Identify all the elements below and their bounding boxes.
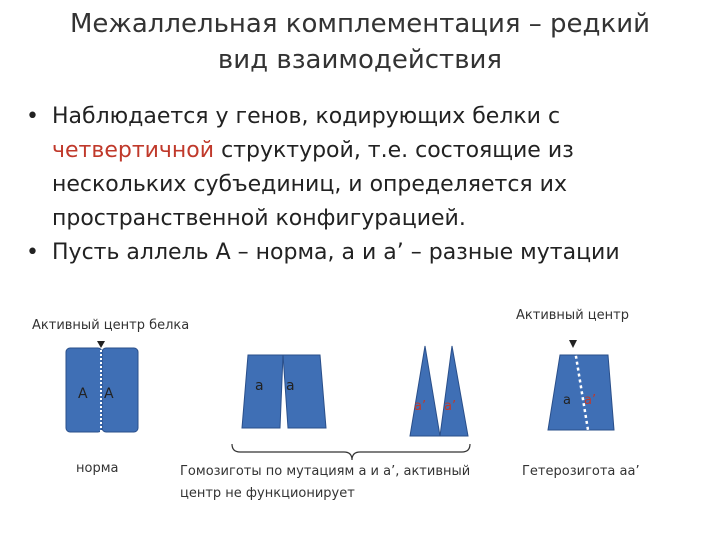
bullet-1-line-4: пространственной конфигурацией. (52, 206, 466, 231)
mutant-a-prime-right-label: а’ (444, 399, 457, 414)
normal-protein (66, 338, 138, 432)
bullet-2-text: Пусть аллель А – норма, а и а’ – разные мутации (52, 240, 620, 265)
bullet-1-highlight: четвертичной (52, 138, 215, 163)
bullet-dot: • (26, 240, 39, 265)
active-center-protein-label: Активный центр белка (32, 318, 190, 333)
normal-left-label: А (78, 386, 88, 402)
heterozygote-left-label: а (563, 393, 571, 408)
heterozygote-protein (548, 338, 614, 430)
homozygotes-caption-line-1: Гомозиготы по мутациям а и а’, активный (180, 464, 471, 479)
heterozygote-arrow-icon (569, 340, 577, 348)
mutant-a-left-label: а (255, 378, 264, 394)
mutant-a-protein (242, 355, 326, 428)
bullet-1-line-3: нескольких субъединиц, и определяется их (52, 172, 567, 197)
homozygotes-brace (232, 444, 470, 460)
normal-right-label: А (104, 386, 114, 402)
title-line-2: вид взаимодействия (217, 45, 503, 75)
homozygotes-caption-line-2: центр не функционирует (180, 486, 355, 501)
mutant-a-prime-right-subunit (440, 346, 468, 436)
title-line-1: Межаллельная комплементация – редкий (69, 9, 651, 39)
bullet-dot: • (26, 104, 39, 129)
mutant-a-prime-left-label: а’ (414, 399, 427, 414)
mutant-a-prime-protein (410, 346, 468, 436)
heterozygote-right-label: а’ (584, 393, 597, 408)
normal-caption: норма (76, 461, 119, 476)
active-center-label: Активный центр (516, 308, 629, 323)
mutant-a-right-label: а (286, 378, 295, 394)
normal-arrow-icon (97, 341, 105, 348)
bullet-1-line-2-rest: структурой, т.е. состоящие из (214, 138, 574, 163)
mutant-a-prime-left-subunit (410, 346, 440, 436)
bullet-1-line-1: Наблюдается у генов, кодирующих белки с (52, 104, 561, 129)
heterozygote-caption: Гетерозигота аа’ (522, 464, 640, 479)
